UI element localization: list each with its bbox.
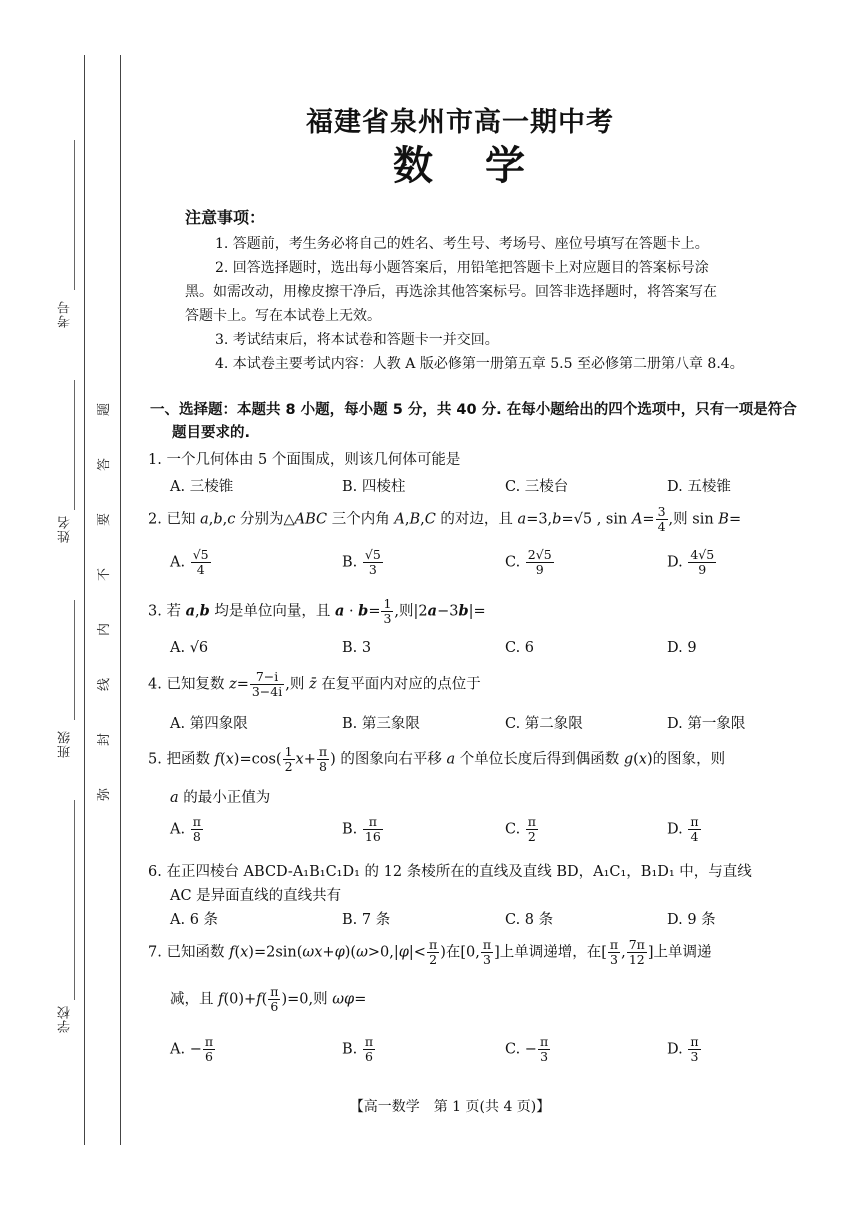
q5-option-a: A. $\frac{\pi}{8}$ [170, 814, 201, 844]
seal-char: 题 [97, 402, 113, 417]
seal-char: 封 [97, 732, 113, 747]
q7-option-b: B. $\frac{\pi}{6}$ [342, 1034, 374, 1064]
margin-line-outer [84, 55, 85, 1145]
q5-option-d: D. $\frac{\pi}{4}$ [667, 814, 699, 844]
school-label: 学校 [58, 1005, 73, 1033]
q1-option-a: A. 三棱锥 [170, 479, 234, 495]
q7-option-d: D. $\frac{\pi}{3}$ [667, 1034, 699, 1064]
q1-option-c: C. 三棱台 [505, 479, 569, 495]
q7-option-a: A. − $\frac{\pi}{6}$ [170, 1034, 214, 1064]
note-1: 1. 答题前，考生务必将自己的姓名、考生号、考场号、座位号填写在答题卡上。 [215, 236, 709, 252]
note-2b: 黑。如需改动，用橡皮擦干净后，再选涂其他答案标号。回答非选择题时，将答案写在 [185, 284, 717, 300]
q6-option-c: C. 8 条 [505, 912, 554, 928]
q3-option-d: D. 9 [667, 640, 697, 656]
q6-option-d: D. 9 条 [667, 912, 716, 928]
question-5-cont: a 的最小正值为 [170, 790, 271, 806]
question-5: 5. 把函数 f(x)=cos( $\frac{1}{2}$ x+ $\frac{\pi}{8}$ ) 的图象向右平移 a 个单位长度后得到偶函数 g(x)的图象，则 [148, 744, 726, 774]
section-heading-cont: 题目要求的. [172, 425, 251, 441]
notes-heading: 注意事项： [185, 208, 266, 227]
subject-title: 数学 [393, 143, 577, 189]
question-4: 4. 已知复数 z= $\frac{7-i}{3-4i}$ ,则 z̄ 在复平面内对应的点位于 [148, 669, 481, 699]
q4-option-d: D. 第一象限 [667, 716, 746, 732]
q4-option-b: B. 第三象限 [342, 716, 420, 732]
q4-option-a: A. 第四象限 [170, 716, 248, 732]
question-2: 2. 已知 a,b,c 分别为△ABC 三个内角 A,B,C 的对边，且 a=3,b=√5 , sin A= $\frac{3}{4}$ ,则 sin B= [148, 504, 742, 534]
seal-char: 答 [97, 457, 113, 472]
name-underline [74, 380, 75, 510]
name-label: 姓名 [58, 515, 73, 543]
q7-option-c: C. − $\frac{\pi}{3}$ [505, 1034, 549, 1064]
note-2c: 答题卡上。写在本试卷上无效。 [185, 308, 381, 324]
q3-option-c: C. 6 [505, 640, 535, 656]
q3-option-a: A. √6 [170, 640, 209, 656]
q4-option-c: C. 第二象限 [505, 716, 583, 732]
q6-option-a: A. 6 条 [170, 912, 219, 928]
question-3: 3. 若 a,b 均是单位向量，且 a · b= $\frac{1}{3}$ ,则|2a−3b|= [148, 596, 486, 626]
question-7: 7. 已知函数 f(x)=2sin(ωx+φ)(ω>0,|φ|< $\frac{\pi}{2}$ )在[0, $\frac{\pi}{3}$ ]上单调递增，在[ $\frac{\pi}{3}$ , $\frac{7\pi}{12}$ ]上单调递 [148, 937, 712, 967]
class-label: 班级 [58, 730, 73, 758]
q1-option-d: D. 五棱锥 [667, 479, 731, 495]
q2-option-b: B. $\frac{√5}{3}$ [342, 547, 381, 577]
question-1: 1. 一个几何体由 5 个面围成，则该几何体可能是 [148, 452, 461, 468]
note-2a: 2. 回答选择题时，选出每小题答案后，用铅笔把答题卡上对应题目的答案标号涂 [215, 260, 709, 276]
seal-char: 不 [97, 567, 113, 582]
q5-option-c: C. $\frac{\pi}{2}$ [505, 814, 537, 844]
margin-line-inner [120, 55, 121, 1145]
q2-option-a: A. $\frac{√5}{4}$ [170, 547, 209, 577]
page-footer: 【高一数学 第 1 页(共 4 页)】 [349, 1099, 551, 1115]
seal-char: 线 [97, 677, 113, 692]
question-6: 6. 在正四棱台 ABCD-A₁B₁C₁D₁ 的 12 条棱所在的直线及直线 BD，A₁C₁，B₁D₁ 中，与直线 [148, 864, 752, 880]
question-6-cont: AC 是异面直线的直线共有 [170, 888, 342, 904]
question-7-cont: 减，且 f(0)+f( $\frac{\pi}{6}$ )=0,则 ωφ= [170, 984, 367, 1014]
note-3: 3. 考试结束后，将本试卷和答题卡一并交回。 [215, 332, 499, 348]
school-underline [74, 800, 75, 1000]
q5-option-b: B. $\frac{\pi}{16}$ [342, 814, 381, 844]
q1-option-b: B. 四棱柱 [342, 479, 406, 495]
q3-option-b: B. 3 [342, 640, 372, 656]
section-heading: 一、选择题：本题共 8 小题，每小题 5 分，共 40 分. 在每小题给出的四个选项中，只有一项是符合 [150, 402, 797, 418]
seal-char: 内 [97, 622, 113, 637]
q2-option-c: C. $\frac{2√5}{9}$ [505, 547, 552, 577]
exam-title: 福建省泉州市高一期中考 [306, 107, 614, 138]
exam-no-label: 考号 [58, 300, 73, 328]
note-4: 4. 本试卷主要考试内容：人教 A 版必修第一册第五章 5.5 至必修第二册第八章 8.4。 [215, 356, 744, 372]
seal-char: 要 [97, 512, 113, 527]
q6-option-b: B. 7 条 [342, 912, 391, 928]
q2-option-d: D. $\frac{4√5}{9}$ [667, 547, 715, 577]
seal-char: 弥 [97, 787, 113, 802]
class-underline [74, 600, 75, 720]
